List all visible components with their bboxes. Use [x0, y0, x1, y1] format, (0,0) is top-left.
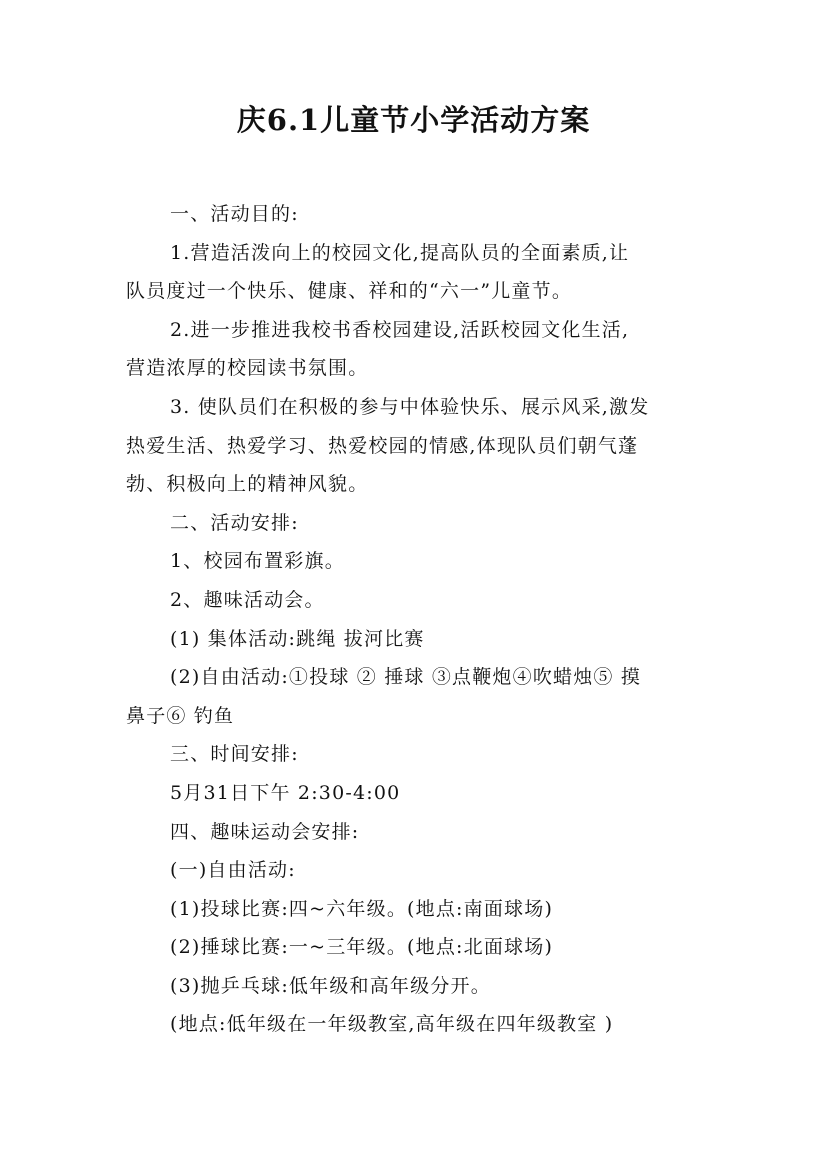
paragraph-line: 一、活动目的: [170, 203, 299, 225]
paragraph [126, 851, 704, 890]
paragraph-line: (1) 集体活动:跳绳 拔河比赛 [170, 627, 425, 650]
paragraph [126, 890, 704, 929]
paragraph-line: 勃、积极向上的精神风貌。 [126, 473, 369, 496]
paragraph-line: 2.进一步推进我校书香校园建设,活跃校园文化生活, [170, 318, 630, 341]
paragraph [126, 195, 704, 234]
document-body [126, 195, 704, 1044]
paragraph [126, 967, 704, 1006]
paragraph [126, 311, 704, 388]
paragraph-line: 3. 使队员们在积极的参与中体验快乐、展示风采,激发 [170, 395, 650, 418]
paragraph-line: (一)自由活动: [170, 859, 296, 882]
paragraph-line: 5月31日下午 2:30-4:00 [170, 781, 401, 804]
paragraph-line: (2)捶球比赛:一~三年级。(地点:北面球场) [170, 936, 554, 959]
paragraph-line: 1.营造活泼向上的校园文化,提高队员的全面素质,让 [170, 241, 630, 264]
paragraph [126, 735, 704, 774]
paragraph-line: 2、趣味活动会。 [170, 588, 325, 611]
paragraph [126, 620, 704, 659]
paragraph-line: (2)自由活动:①投球 ② 捶球 ③点鞭炮④吹蜡烛⑤ 摸 [170, 666, 642, 689]
paragraph-line: 四、趣味运动会安排: [170, 820, 360, 843]
paragraph-line: 三、时间安排: [170, 743, 299, 766]
paragraph [126, 1005, 704, 1044]
paragraph [126, 504, 704, 543]
paragraph-line: (1)投球比赛:四~六年级。(地点:南面球场) [170, 897, 554, 920]
paragraph-line: 营造浓厚的校园读书氛围。 [126, 357, 369, 380]
paragraph-line: 1、校园布置彩旗。 [170, 550, 345, 573]
paragraph-line: 二、活动安排: [170, 511, 299, 534]
paragraph [126, 928, 704, 967]
paragraph [126, 542, 704, 581]
paragraph [126, 581, 704, 620]
paragraph [126, 388, 704, 504]
paragraph-line: 队员度过一个快乐、健康、祥和的“六一”儿童节。 [126, 280, 573, 303]
paragraph-line: 热爱生活、热爱学习、热爱校园的情感,体现队员们朝气蓬 [126, 434, 639, 457]
paragraph [126, 234, 704, 311]
paragraph [126, 658, 704, 735]
paragraph-line: (地点:低年级在一年级教室,高年级在四年级教室 ) [170, 1013, 614, 1036]
paragraph [126, 774, 704, 813]
paragraph-line: (3)抛乒乓球:低年级和高年级分开。 [170, 974, 491, 997]
paragraph-line: 鼻子⑥ 钓鱼 [126, 704, 235, 727]
document-title: 庆6.1儿童节小学活动方案 [236, 103, 591, 137]
paragraph [126, 813, 704, 852]
